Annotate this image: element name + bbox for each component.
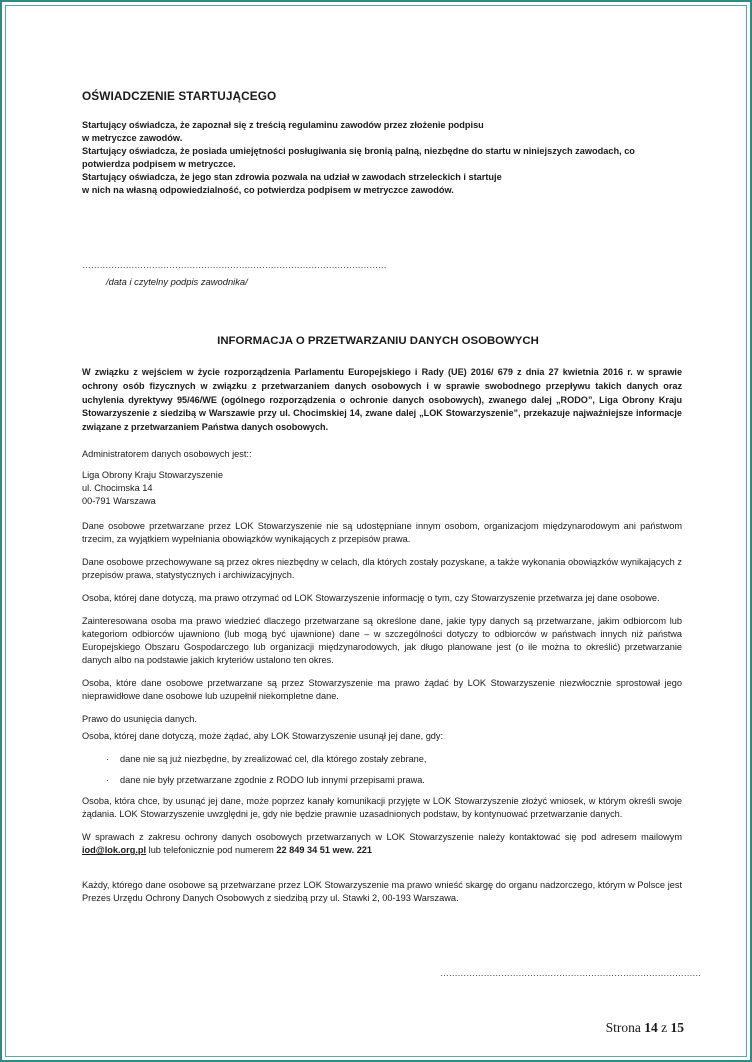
admin-label: Administratorem danych osobowych jest:: xyxy=(82,449,252,459)
page-of: z xyxy=(657,1020,671,1035)
declaration-line: w nich na własną odpowiedzialność, co potwierdza podpisem w metryczce zawodów. xyxy=(82,184,454,195)
list-item-text: dane nie są już niezbędne, by zrealizować cel, dla którego zostały zebrane, xyxy=(120,754,427,764)
declaration-text xyxy=(82,119,682,197)
paragraph: Osoba, które dane osobowe przetwarzane są przez Stowarzyszenie ma prawo żądać by LOK Stowarzyszenie niezwłocznie sprostował jego nieprawidłowe dane osobowe lub uzupełnił niekompletne dane. xyxy=(82,678,682,701)
paragraph: Prawo do usunięcia danych. xyxy=(82,714,197,724)
declaration-line: Startujący oświadcza, że posiada umiejętności posługiwania się bronią palną, niezbędne do startu w niniejszych zawodach, co xyxy=(82,145,635,156)
paragraph: Dane osobowe przetwarzane przez LOK Stowarzyszenie nie są udostępniane innym osobom, organizacjom międzynarodowym ani państwom trzecim, za wyjątkiem wypełniania obowiązków wynikających z przepisów prawa. xyxy=(82,521,682,544)
info-body xyxy=(82,448,682,915)
bullet-icon: · xyxy=(106,754,110,764)
info-intro: W związku z wejściem w życie rozporządzenia Parlamentu Europejskiego i Rady (UE) 2016/ 679 z dnia 27 kwietnia 2016 r. w sprawie ochrony osób fizycznych w związku z przetwarzaniem danych osobowych i w sprawie swobodnego przepływu takich danych oraz uchylenia dyrektywy 95/46/WE (ogólnego rozporządzenia o ochronie danych osobowych), zwanego dalej „RODO”, Liga Obrony Kraju Stowarzyszenie z siedzibą w Warszawie przy ul. Chocimskiej 14, zwane dalej „LOK Stowarzyszenie”, przekazuje najważniejsze informacje związane z przetwarzaniem Państwa danych osobowych. xyxy=(82,367,682,433)
address-line: ul. Chocimska 14 xyxy=(82,483,153,493)
contact-paragraph xyxy=(82,831,682,857)
paragraph: Osoba, której dane dotyczą, może żądać, aby LOK Stowarzyszenie usunął jej dane, gdy: xyxy=(82,731,444,741)
declaration-line: Startujący oświadcza, że zapoznał się z treścią regulaminu zawodów przez złożenie podpisu xyxy=(82,119,484,130)
paragraph: Zainteresowana osoba ma prawo wiedzieć dlaczego przetwarzane są określone dane, jakie typy danych są przetwarzane, jakim odbiorcom lub kategoriom odbiorców ujawniono (lub mogą być ujawnione) dane – w szczególności dotyczy to odbiorców w państwach innych niż państwa Europejskiego Obszaru Gospodarczego lub organizacji międzynarodowych, jak długo planowane jest (o ile można to określić) przetwarzanie danych albo na podstawie jakich kryteriów ustalono ten okres. xyxy=(82,616,682,665)
info-title: INFORMACJA O PRZETWARZANIU DANYCH OSOBOWYCH xyxy=(217,335,539,347)
email-link[interactable]: iod@lok.org.pl xyxy=(82,845,147,855)
declaration-line: Startujący oświadcza, że jego stan zdrowia pozwala na udział w zawodach strzeleckich i startuje xyxy=(82,171,502,182)
address-line: Liga Obrony Kraju Stowarzyszenie xyxy=(82,470,223,480)
page-total: 15 xyxy=(670,1020,684,1035)
declaration-title: OŚWIADCZENIE STARTUJĄCEGO xyxy=(82,89,277,103)
bullet-icon: · xyxy=(106,775,110,785)
list-item-text: dane nie były przetwarzane zgodnie z RODO lub innymi przepisami prawa. xyxy=(120,775,425,785)
paragraph: Każdy, którego dane osobowe są przetwarzane przez LOK Stowarzyszenie ma prawo wnieść skargę do organu nadzorczego, którym w Polsce jest Prezes Urzędu Ochrony Danych Osobowych z siedzibą przy ul. Stawki 2, 00-193 Warszawa. xyxy=(82,880,682,903)
phone-number: 22 849 34 51 wew. 221 xyxy=(276,845,373,855)
list-item xyxy=(82,753,682,766)
declaration-line: potwierdza podpisem w metryczce. xyxy=(82,158,236,169)
page-label: Strona xyxy=(605,1020,645,1035)
signature-label: /data i czytelny podpis zawodnika/ xyxy=(106,276,248,287)
contact-text: W sprawach z zakresu ochrony danych osobowych przetwarzanych w LOK Stowarzyszenie należy kontaktować się pod adresem mailowym xyxy=(82,832,682,842)
paragraph: Osoba, której dane dotyczą, ma prawo otrzymać od LOK Stowarzyszenie informację o tym, czy Stowarzyszenie przetwarza jej dane osobowe. xyxy=(82,593,660,603)
signature-line: …………………………………………………………………………………………… xyxy=(82,260,387,270)
declaration-section xyxy=(82,90,682,197)
paragraph: Dane osobowe przechowywane są przez okres niezbędny w celach, dla których zostały pozyskane, a także wykonania obowiązków wynikających z przepisów prawa, statystycznych i archiwizacyjnych. xyxy=(82,557,682,580)
admin-address xyxy=(82,469,682,508)
address-line: 00-791 Warszawa xyxy=(82,496,156,506)
page-number xyxy=(606,1020,684,1036)
list-item xyxy=(82,774,682,787)
page-current: 14 xyxy=(644,1020,658,1035)
contact-text: lub telefonicznie pod numerem xyxy=(146,845,277,855)
paragraph: Osoba, która chce, by usunąć jej dane, może poprzez kanały komunikacji przyjęte w LOK Stowarzyszenie złożyć wniosek, w którym określi swoje żądania. LOK Stowarzyszenie uwzględni je, gdy nie będzie prawnie uzasadnionych podstaw, by kontynuować przetwarzanie danych. xyxy=(82,796,682,819)
declaration-line: w metryczce zawodów. xyxy=(82,132,183,143)
signature-line-right: ……………………………………………………………………………… xyxy=(440,968,702,978)
